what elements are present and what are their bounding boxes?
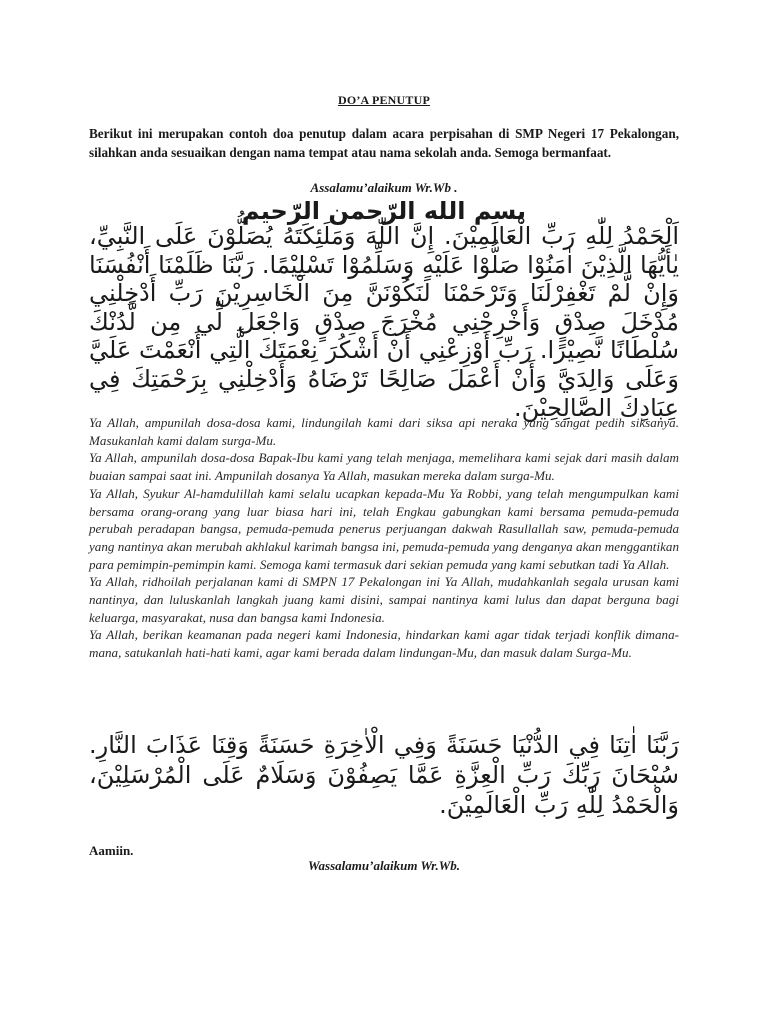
prayer-paragraph: Ya Allah, berikan keamanan pada negeri kami Indonesia, hindarkan kami agar tidak terjadi konflik dimana-mana, satukanlah hati-hati kami, agar kami berada dalam lindungan-Mu, dan masuk dalam Surga-Mu. (89, 627, 679, 661)
closing-greeting: Wassalamu’alaikum Wr.Wb. (307, 858, 461, 873)
arabic-opening-prayer: اَلْحَمْدُ لِلّٰهِ رَبِّ الْعَالَمِيْنَ. إِنَّ اللّٰهَ وَمَلَئِكَتَهُ يُصَلُّوْنَ عَلَى النَّبِيِّ، يٰأَيُّهَا الَّذِيْنَ اٰمَنُوْا صَلُّوْا عَلَيْهِ وَسَلِّمُوْا تَسْلِيْمًا. رَبَّنَا ظَلَمْنَا أَنْفُسَنَا وَإِنْ لَّمْ تَغْفِرْلَنَا وَتَرْحَمْنَا لَنَكُوْنَنَّ مِنَ الْخَاسِرِيْنَ رَبِّ أَدْخِلْنِي مُدْخَلَ صِدْقٍ وَأَخْرِجْنِي مُخْرَجَ صِدْقٍ وَاجْعَل لِّي مِن لَّدُنْكَ سُلْطَانًا نَّصِيْرًا. رَبِّ أَوْزِعْنِي أَنْ أَشْكُرَ نِعْمَتَكَ الَّتِي أَنْعَمْتَ عَلَيَّ وَعَلَى وَالِدَيَّ وَأَنْ أَعْمَلَ صَالِحًا تَرْضَاهُ وَأَدْخِلْنِي بِرَحْمَتِكَ فِي عِبَادِكَ الصَّالِحِيْنَ. (89, 222, 679, 422)
intro-paragraph: Berikut ini merupakan contoh doa penutup dalam acara perpisahan di SMP Negeri 17 Pekalongan, silahkan anda sesuaikan dengan nama tempat atau nama sekolah anda. Semoga bermanfaat. (89, 126, 679, 160)
arabic-closing-prayer: رَبَّنَا اٰتِنَا فِي الدُّنْيَا حَسَنَةً وَفِي الْاٰخِرَةِ حَسَنَةً وَقِنَا عَذَابَ النَّارِ. سُبْحَانَ رَبِّكَ رَبِّ الْعِزَّةِ عَمَّا يَصِفُوْنَ وَسَلَامٌ عَلَى الْمُرْسَلِيْنَ، وَالْحَمْدُ لِلّٰهِ رَبِّ الْعَالَمِيْنَ. (89, 731, 679, 819)
opening-greeting: Assalamu’alaikum Wr.Wb . (310, 180, 458, 195)
aamiin-text: Aamiin. (89, 843, 134, 858)
document-title: DO’A PENUTUP (337, 93, 431, 107)
prayer-paragraph: Ya Allah, ampunilah dosa-dosa kami, lindungilah kami dari siksa api neraka yang sangat pedih siksanya. Masukanlah kami dalam surga-Mu. (89, 415, 679, 448)
prayer-paragraph: Ya Allah, ridhoilah perjalanan kami di SMPN 17 Pekalongan ini Ya Allah, mudahkanlah segala urusan kami nantinya, dan luluskanlah langkah juang kami disini, sampai nantinya kami lulus dan dapat berguna bagi keluarga, masyarakat, nusa dan bangsa kami Indonesia. (89, 574, 679, 625)
basmalah: بسم الله الرّحمن الرّحيم (241, 197, 527, 225)
prayer-paragraph: Ya Allah, Syukur Al-hamdulillah kami selalu ucapkan kepada-Mu Ya Robbi, yang telah mengumpulkan kami bersama orang-orang yang luar biasa hari ini, telah Engkau gabungkan kami bersama pemuda-pemuda perubah peradapan bangsa, pemuda-pemuda penerus perjuangan dakwah Rasullallah saw, pemuda-pemuda yang nantinya akan merubah akhlakul karimah bangsa ini, pemuda-pemuda yang denganya akan menggantikan para pemimpin-pemimpin kami. Semoga kami termasuk dari sekian pemuda yang kami sebutkan tadi Ya Allah. (89, 485, 679, 572)
prayer-paragraph: Ya Allah, ampunilah dosa-dosa Bapak-Ibu kami yang telah menjaga, memelihara kami sejak dari masih dalam buaian sampai saat ini. Ampunilah dosanya Ya Allah, masukan mereka dalam surga-Mu. (89, 450, 679, 484)
prayer-list (89, 414, 679, 662)
